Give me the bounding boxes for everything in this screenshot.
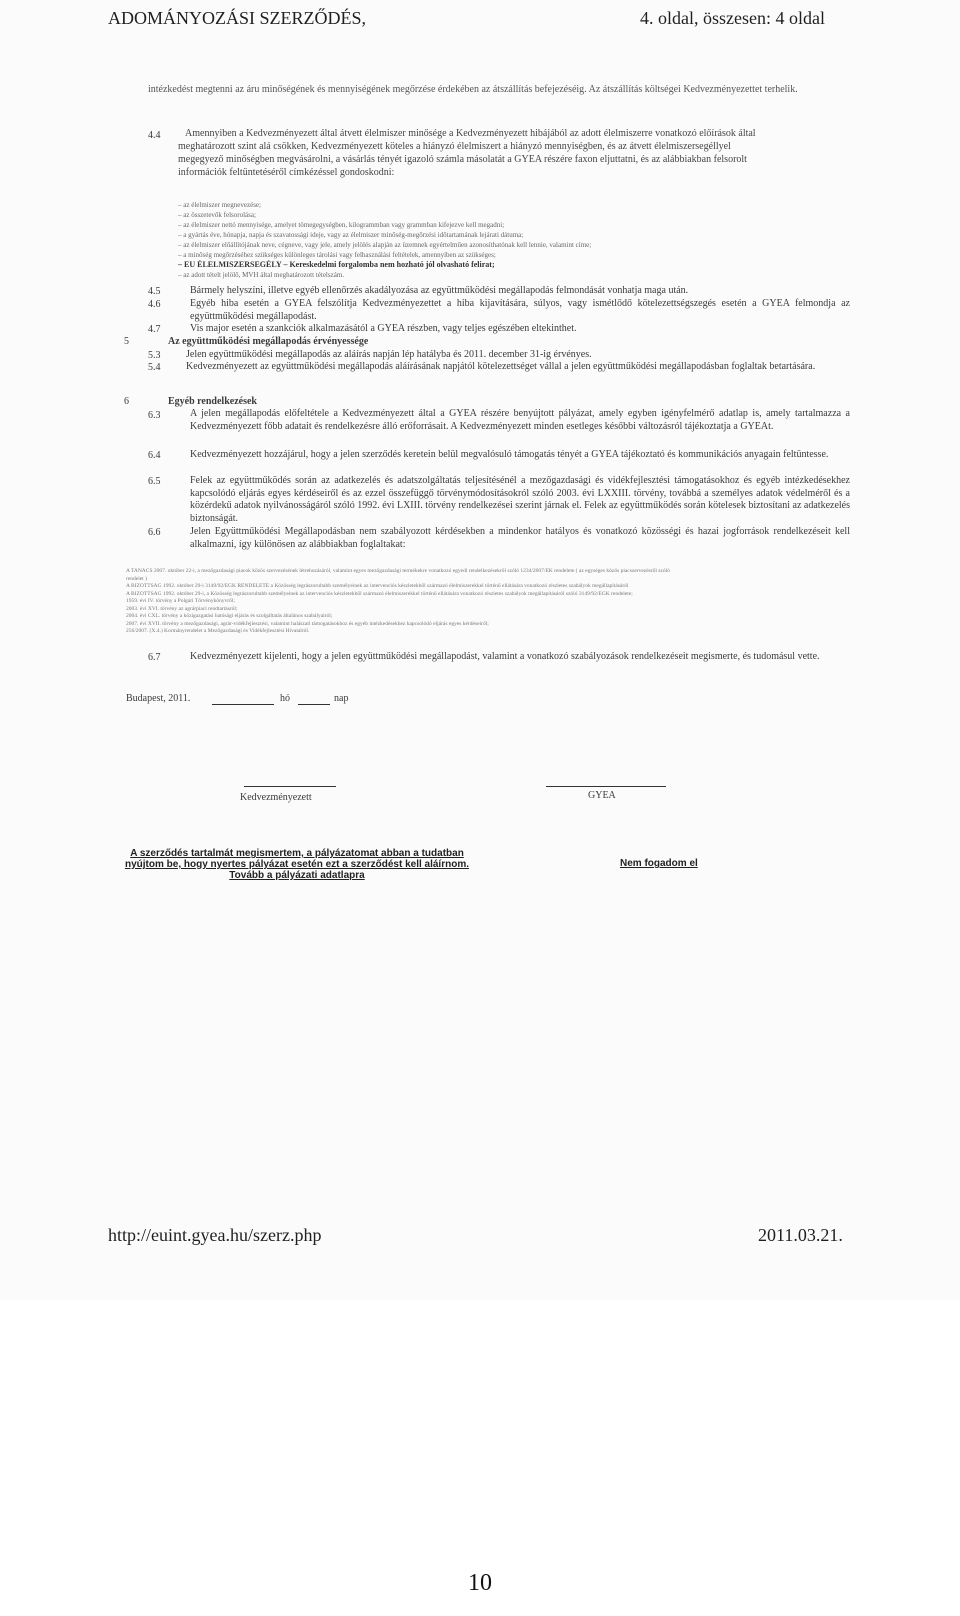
date-place: Budapest, 2011. <box>126 693 191 704</box>
clause-number: 6.7 <box>148 652 161 663</box>
list-item: – a minőség megőrzéséhez szükséges különleges tárolási vagy felhasználási feltételek, amennyiben az szükséges; <box>178 251 496 259</box>
clause-4-4-line: információk feltüntetéséről címkézéssel gondoskodni: <box>178 167 395 178</box>
list-item: rendelet ) <box>126 575 147 582</box>
document-title: ADOMÁNYOZÁSI SZERZŐDÉS, <box>108 8 367 28</box>
list-item: 1959. évi IV. törvény a Polgári Törvénykönyvről; <box>126 598 235 604</box>
clause-text: Jelen együttműködési megállapodás az aláírás napján lép hatályba és 2011. december 31-ig érvényes. <box>186 349 592 360</box>
list-item: 2007. évi XVII. törvény a mezőgazdasági, agrár-vidékfejlesztési, valamint halászati támogatásokhoz és egyéb intézkedésekhez kapcsolódó eljárás egyes kérdéseiről; <box>126 620 489 627</box>
accept-link[interactable]: A szerződés tartalmát megismertem, a pályázatomat abban a tudatban nyújtom be, hogy nyertes pályázat esetén ezt a szerződést kell aláírnom. Tovább a pályázati adatlapra <box>124 848 469 881</box>
clause-text: A jelen megállapodás előfeltétele a Kedvezményezett által a GYEA részére benyújtott pályázat, amely egyben igényfelmérő adatlap is, amely tartalmazza a Kedvezményezett főbb adatait és rendelkezésre álló erőforrásait. A Kedvezményezett minden esetleges későbbi változásról tájékoztatja a GYEAt. <box>190 408 850 432</box>
list-item: – az élelmiszer megnevezése; <box>178 201 261 209</box>
page-number: 10 <box>468 1570 492 1596</box>
clause-number: 6.3 <box>148 410 161 421</box>
list-item: – a gyártás éve, hónapja, napja és szavatossági ideje, vagy az élelmiszer minőség-megőrzési időtartamának lejárati dátuma; <box>178 231 524 239</box>
clause-text: Vis major esetén a szankciók alkalmazásától a GYEA részben, vagy teljes egészében eltekinthet. <box>190 323 577 334</box>
clause-4-4-line: megegyező minőségben megvásárolni, a vásárlás tényét igazoló számla másolatát a GYEA részére faxon eljuttatni, és az alábbiakban felsorolt <box>178 154 747 165</box>
decline-link[interactable]: Nem fogadom el <box>620 858 698 869</box>
clause-number: 5.4 <box>148 362 161 373</box>
list-item: – az élelmiszer nettó mennyisége, amelyet tömegegységben, kilogrammban vagy grammban kifejezve kell megadni; <box>178 221 505 229</box>
day-label: nap <box>334 693 349 704</box>
page-info: 4. oldal, összesen: 4 oldal <box>640 8 825 28</box>
clause-number: 4.5 <box>148 286 161 297</box>
clause-number: 6.6 <box>148 527 161 538</box>
list-item: A BIZOTTSÁG 1992. október 29-i 3149/92/EGK RENDELETE a Közösség legrászorultabb személyeinek az intervenciós készletekből származó élelmiszerekkel történő ellátására vonatkozó részletes szabályok megállapításáról <box>126 583 629 589</box>
clause-4-4-line: meghatározott szint alá csökken, Kedvezményezett köteles a hiányzó élelmiszert a hiányzó mennyiségben, és az átvett élelmiszersegéllyel <box>178 141 731 152</box>
list-item: – az összetevők felsorolása; <box>178 211 256 219</box>
legal-sources-list <box>126 568 851 636</box>
signature-label-right: GYEA <box>588 790 616 801</box>
clause-text: Kedvezményezett hozzájárul, hogy a jelen szerződés keretein belül megvalósuló támogatás tényét a GYEA tájékoztató és kommunikációs anyagain feltüntesse. <box>190 449 829 460</box>
clause-text: Kedvezményezett kijelenti, hogy a jelen együttműködési megállapodást, valamint a vonatkozó szabályozások rendelkezéseit megismerte, és tudomásul vette. <box>190 651 820 662</box>
list-item: – EU ÉLELMISZERSEGÉLY – Kereskedelmi forgalomba nem hozható jól olvasható felirat; <box>178 260 495 269</box>
clause-text: Felek az együttműködés során az adatkezelés és adatszolgáltatás teljesítésénél a mezőgazdasági és vidékfejlesztési támogatásokhoz és egyéb intézkedésekhez kapcsolódó eljárás egyes kérdéseiről és az ezzel összefüggő törvénymódosításokról szóló 2003. évi LXXIII. törvény, továbbá a személyes adatok védelméről és a közérdekű adatok nyilvánosságáról szóló 1992. évi LXIII. törvény rendelkezései szerint járnak el. Felek az együttműködés során kötelesek biztosítani az adatkezelés biztonságát. <box>190 475 850 524</box>
clause-4-4-line: Amennyiben a Kedvezményezett által átvett élelmiszer minősége a Kedvezményezett hibájából az adott élelmiszerre vonatkozó előírások által <box>185 128 756 139</box>
page-url: http://euint.gyea.hu/szerz.php <box>108 1225 322 1245</box>
list-item: 2004. évi CXL. törvény a közigazgatási hatósági eljárás és szolgáltatás általános szabályairól; <box>126 613 333 619</box>
continuation-text: intézkedést megtenni az áru minőségének és mennyiségének megőrzése érdekében az átszállítás befejezéséig. Az átszállítás költségei Kedvezményezettet terhelik. <box>148 84 798 95</box>
label-requirements-list <box>178 200 838 280</box>
clause-text: Kedvezményezett az együttműködési megállapodás aláírásának napjától kötelezettséget vállal a jelen együttműködési megállapodásban foglaltak betartására. <box>186 361 816 372</box>
clause-text: Bármely helyszíni, illetve egyéb ellenőrzés akadályozása az együttműködési megállapodás felmondását vonhatja maga után. <box>190 285 689 296</box>
day-blank <box>298 704 330 705</box>
list-item: – az adott tételt jelölő, MVH által meghatározott tételszám. <box>178 271 344 279</box>
clause-number: 6.5 <box>148 476 161 487</box>
list-item: A BIZOTTSÁG 1992. október 29-i, a Közösség legrászorultabb személyeinek az intervenciós készletekből származó élelmiszerekkel történő ellátására vonatkozó részletes szabályok megállapításáról szóló 3149/92/EGK rendelete; <box>126 590 633 597</box>
month-blank <box>212 704 274 705</box>
list-item: – az élelmiszer előállítójának neve, cégneve, vagy jele, amely jelölés alapján az üzemnek egyértelműen azonosíthatónak kell lennie, valamint címe; <box>178 241 592 249</box>
clause-number: 4.4 <box>148 130 161 141</box>
section-title: Egyéb rendelkezések <box>168 396 257 407</box>
list-item: A TANÁCS 2007. október 22-i, a mezőgazdasági piacok közös szervezésének létrehozásáról, valamint egyes mezőgazdasági termékekre vonatkozó egyedi rendelkezésekről szóló 1234/2007/EK rendelete ( az egységes közös piacszervezésről szóló <box>126 568 670 574</box>
section-title: Az együttműködési megállapodás érvényessége <box>168 336 369 347</box>
signature-line-right <box>546 786 666 787</box>
signature-label-left: Kedvezményezett <box>240 792 312 803</box>
section-number: 6 <box>124 396 129 407</box>
list-item: 256/2007. (X.4.) Kormányrendelet a Mezőgazdasági és Vidékfejlesztési Hivatalról. <box>126 628 310 634</box>
section-number: 5 <box>124 336 129 347</box>
clause-number: 5.3 <box>148 350 161 361</box>
clause-number: 4.6 <box>148 299 161 310</box>
clause-text: Jelen Együttműködési Megállapodásban nem szabályozott kérdésekben a mindenkor hatályos és vonatkozó közösségi és hazai jogforrások rendelkezéseit kell alkalmazni, így különösen az alábbiakban foglaltakat: <box>190 526 850 550</box>
clause-number: 4.7 <box>148 324 161 335</box>
month-label: hó <box>280 693 290 704</box>
clause-number: 6.4 <box>148 450 161 461</box>
clause-text: Egyéb hiba esetén a GYEA felszólítja Kedvezményezettet a hiba kijavítására, súlyos, vagy ismétlődő kötelezettségszegés esetén a GYEA felmondja az együttműködési megállapodást. <box>190 298 850 322</box>
list-item: 2003. évi XVI. törvény az agrárpiaci rendtartásról; <box>126 605 238 612</box>
print-date: 2011.03.21. <box>758 1225 843 1245</box>
signature-line-left <box>244 786 336 787</box>
